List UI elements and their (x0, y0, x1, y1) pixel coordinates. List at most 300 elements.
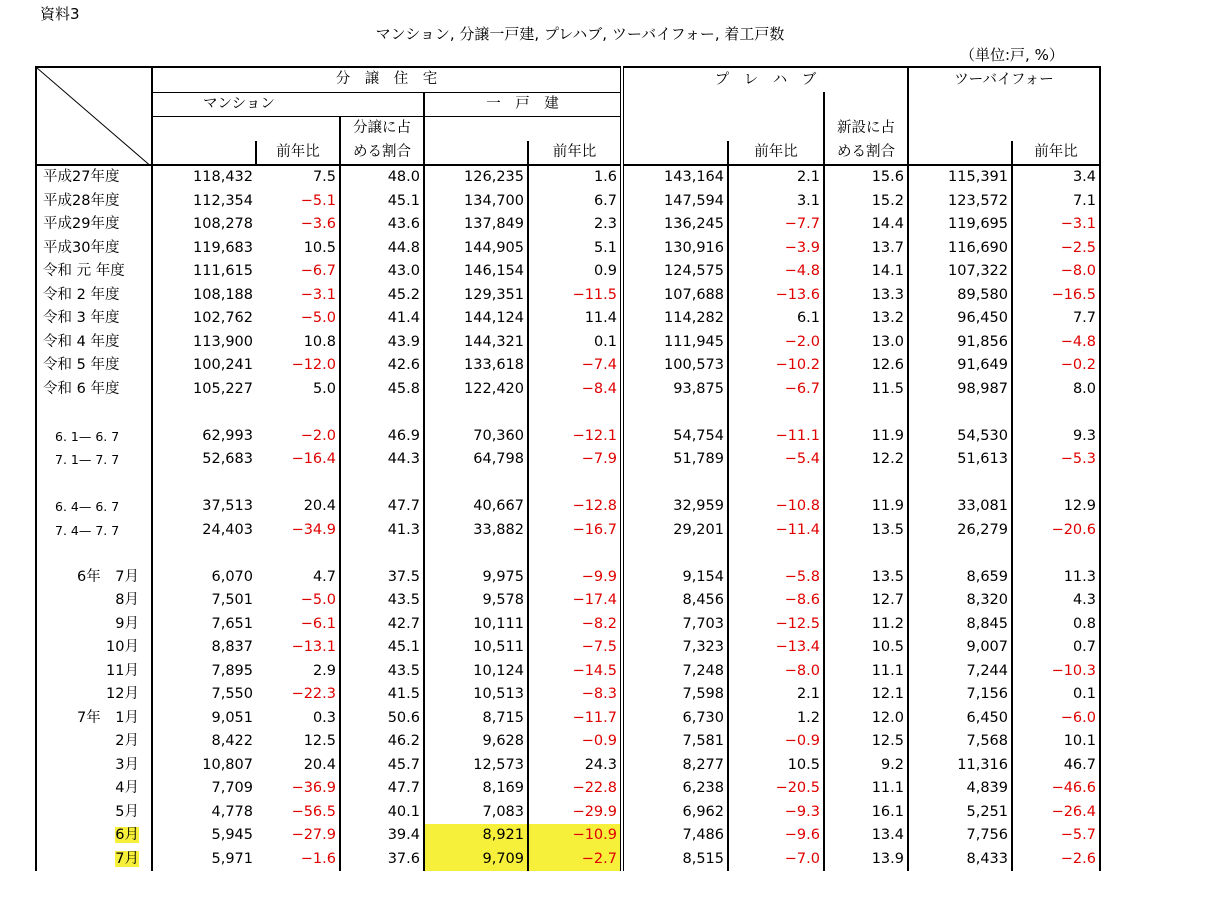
cell-p: 8,515 (622, 848, 728, 872)
cell-ty: −20.6 (1012, 519, 1100, 543)
cell-py: −8.6 (728, 589, 824, 613)
cell-ms: 44.3 (340, 448, 424, 472)
header-twobyfour: ツーバイフォー (908, 67, 1100, 92)
cell-py: 1.2 (728, 707, 824, 731)
cell-t: 33,081 (908, 495, 1012, 519)
cell-py (728, 542, 824, 566)
cell-p: 54,754 (622, 425, 728, 449)
cell-my: 2.9 (312, 662, 336, 679)
cell-my (256, 472, 340, 496)
table-row (36, 636, 1100, 660)
cell-m: 7,709 (152, 777, 256, 801)
cell-py: −4.8 (728, 260, 824, 284)
cell-p: 29,201 (622, 519, 728, 543)
cell-iy: −8.4 (528, 378, 622, 402)
corner-cell (36, 67, 152, 165)
table-row (36, 378, 1100, 402)
header-yoy: 前年比 (728, 141, 824, 166)
cell-t: 89,580 (908, 284, 1012, 308)
cell-iy: −10.9 (528, 824, 622, 848)
cell-ms (340, 401, 424, 425)
cell-ms: 42.7 (340, 613, 424, 637)
cell-my (256, 401, 340, 425)
row-label: 8月 (36, 589, 152, 613)
table-row (36, 448, 1100, 472)
document-label: 資料3 (40, 5, 80, 23)
table-row (36, 354, 1100, 378)
cell-py: −0.9 (728, 730, 824, 754)
cell-iy: −17.4 (528, 589, 622, 613)
cell-p: 7,323 (622, 636, 728, 660)
cell-i: 10,124 (424, 660, 528, 684)
cell-p: 111,945 (622, 331, 728, 355)
cell-iy (528, 401, 622, 425)
cell-m: 105,227 (152, 378, 256, 402)
cell-ty: 4.3 (1012, 589, 1100, 613)
cell-iy: −2.7 (528, 848, 622, 872)
cell-iy: −29.9 (528, 801, 622, 825)
row-label: 3月 (36, 754, 152, 778)
cell-i: 144,321 (424, 331, 528, 355)
row-label: 6年 7月 (36, 566, 152, 590)
cell-ty: −2.6 (1012, 848, 1100, 872)
cell-t (908, 401, 1012, 425)
cell-ty (1012, 472, 1100, 496)
cell-my: −5.0 (300, 310, 336, 327)
cell-t: 98,987 (908, 378, 1012, 402)
cell-iy: −7.9 (528, 448, 622, 472)
row-label: 令和 6 年度 (36, 378, 152, 402)
cell-m: 5,971 (152, 848, 256, 872)
row-label: 4月 (36, 777, 152, 801)
cell-ps: 15.6 (824, 165, 908, 190)
cell-ps: 12.0 (824, 707, 908, 731)
cell-iy: 5.1 (528, 237, 622, 261)
cell-my: −5.1 (300, 192, 336, 209)
cell-ms (340, 472, 424, 496)
cell-ty: 46.7 (1012, 754, 1100, 778)
cell-m: 37,513 (152, 495, 256, 519)
cell-iy: −7.5 (528, 636, 622, 660)
cell-p: 8,277 (622, 754, 728, 778)
cell-ty: 11.3 (1012, 566, 1100, 590)
cell-m: 113,900 (152, 331, 256, 355)
cell-ms: 45.7 (340, 754, 424, 778)
row-label: 令和 4 年度 (36, 331, 152, 355)
row-label (36, 848, 152, 872)
cell-m: 8,422 (152, 730, 256, 754)
cell-ps: 13.4 (824, 824, 908, 848)
cell-iy: −7.4 (528, 354, 622, 378)
header-prefab: プ レ ハ ブ (622, 67, 908, 92)
cell-ty: 0.8 (1012, 613, 1100, 637)
cell-m: 102,762 (152, 307, 256, 331)
table-row (36, 237, 1100, 261)
cell-ps: 11.5 (824, 378, 908, 402)
cell-ps: 13.7 (824, 237, 908, 261)
cell-iy: 6.7 (528, 190, 622, 214)
cell-p: 8,456 (622, 589, 728, 613)
row-label: 6. 4— 6. 7 (36, 495, 152, 519)
cell-ty: 3.4 (1012, 165, 1100, 190)
highlight-mark: 6月 (115, 827, 139, 844)
cell-t: 8,320 (908, 589, 1012, 613)
cell-ms: 40.1 (340, 801, 424, 825)
cell-py: −5.4 (728, 448, 824, 472)
cell-ms: 44.8 (340, 237, 424, 261)
cell-ms: 42.6 (340, 354, 424, 378)
cell-ms: 48.0 (340, 165, 424, 190)
table-row (36, 613, 1100, 637)
cell-ms: 46.9 (340, 425, 424, 449)
cell-my: −16.4 (291, 451, 336, 468)
cell-py: −20.5 (728, 777, 824, 801)
cell-p: 147,594 (622, 190, 728, 214)
cell-p (622, 401, 728, 425)
cell-m: 119,683 (152, 237, 256, 261)
cell-my: 4.7 (312, 568, 336, 585)
spacer-row (36, 401, 1100, 425)
cell-my: 20.4 (303, 498, 336, 515)
cell-p (622, 542, 728, 566)
cell-py: −13.4 (728, 636, 824, 660)
cell-ms: 41.5 (340, 683, 424, 707)
cell-my: −3.1 (300, 286, 336, 303)
cell-py: −7.7 (728, 213, 824, 237)
cell-i: 9,578 (424, 589, 528, 613)
cell-py: −10.2 (728, 354, 824, 378)
cell-iy: −8.3 (528, 683, 622, 707)
cell-t: 91,856 (908, 331, 1012, 355)
cell-t: 9,007 (908, 636, 1012, 660)
table-row (36, 660, 1100, 684)
table-body (36, 165, 1100, 871)
cell-my: −56.5 (291, 803, 336, 820)
cell-ms: 41.3 (340, 519, 424, 543)
cell-p (622, 472, 728, 496)
cell-py: −11.1 (728, 425, 824, 449)
cell-iy (528, 472, 622, 496)
cell-i: 10,513 (424, 683, 528, 707)
cell-p: 7,486 (622, 824, 728, 848)
cell-ps: 11.9 (824, 495, 908, 519)
table-row (36, 165, 1100, 190)
cell-ms: 43.9 (340, 331, 424, 355)
cell-ps: 12.7 (824, 589, 908, 613)
cell-my: −3.6 (300, 216, 336, 233)
cell-i: 12,573 (424, 754, 528, 778)
cell-ps (824, 401, 908, 425)
cell-ps: 12.6 (824, 354, 908, 378)
cell-ms: 39.4 (340, 824, 424, 848)
table-row (36, 331, 1100, 355)
cell-ps (824, 472, 908, 496)
cell-i (424, 401, 528, 425)
cell-ms (340, 542, 424, 566)
cell-ps: 16.1 (824, 801, 908, 825)
cell-i: 133,618 (424, 354, 528, 378)
cell-p: 6,238 (622, 777, 728, 801)
cell-i: 70,360 (424, 425, 528, 449)
cell-my: −6.1 (300, 615, 336, 632)
cell-my: −5.0 (300, 592, 336, 609)
cell-ms: 43.5 (340, 660, 424, 684)
header-yoy: 前年比 (256, 141, 340, 166)
table-row (36, 824, 1100, 848)
diagonal-line (37, 68, 152, 165)
cell-m: 8,837 (152, 636, 256, 660)
cell-ty: 9.3 (1012, 425, 1100, 449)
cell-t: 26,279 (908, 519, 1012, 543)
header-ikkodate: 一 戸 建 (424, 92, 622, 117)
cell-ps: 11.2 (824, 613, 908, 637)
cell-ms: 45.8 (340, 378, 424, 402)
cell-t: 7,244 (908, 660, 1012, 684)
cell-py: −11.4 (728, 519, 824, 543)
cell-my: −1.6 (300, 850, 336, 867)
cell-i: 8,715 (424, 707, 528, 731)
cell-ps: 12.1 (824, 683, 908, 707)
row-label: 7. 1— 7. 7 (36, 448, 152, 472)
cell-ty (1012, 542, 1100, 566)
cell-ps: 14.1 (824, 260, 908, 284)
row-label: 令和 元 年度 (36, 260, 152, 284)
cell-iy: −22.8 (528, 777, 622, 801)
cell-i: 8,921 (424, 824, 528, 848)
cell-i: 10,511 (424, 636, 528, 660)
cell-m: 52,683 (152, 448, 256, 472)
table-row (36, 566, 1100, 590)
cell-m: 100,241 (152, 354, 256, 378)
cell-iy: −11.7 (528, 707, 622, 731)
cell-t: 4,839 (908, 777, 1012, 801)
cell-iy: 1.6 (528, 165, 622, 190)
header-share-bunjo-2: める割合 (340, 141, 424, 166)
cell-ty: −5.3 (1012, 448, 1100, 472)
cell-ty: −4.8 (1012, 331, 1100, 355)
cell-i: 137,849 (424, 213, 528, 237)
row-label (36, 824, 152, 848)
cell-ms: 43.6 (340, 213, 424, 237)
cell-my: −2.0 (300, 427, 336, 444)
cell-py: 2.1 (728, 165, 824, 190)
cell-t: 7,756 (908, 824, 1012, 848)
cell-ps: 13.0 (824, 331, 908, 355)
row-label: 令和 5 年度 (36, 354, 152, 378)
cell-my: −34.9 (291, 521, 336, 538)
table-row (36, 425, 1100, 449)
cell-t: 115,391 (908, 165, 1012, 190)
cell-iy: −12.8 (528, 495, 622, 519)
cell-i: 134,700 (424, 190, 528, 214)
cell-m: 7,550 (152, 683, 256, 707)
table-row (36, 213, 1100, 237)
cell-i: 40,667 (424, 495, 528, 519)
cell-t: 51,613 (908, 448, 1012, 472)
cell-m: 9,051 (152, 707, 256, 731)
row-label: 平成27年度 (36, 165, 152, 190)
cell-ps: 12.2 (824, 448, 908, 472)
row-label: 6. 1— 6. 7 (36, 425, 152, 449)
cell-p: 100,573 (622, 354, 728, 378)
cell-i: 10,111 (424, 613, 528, 637)
cell-ps: 11.9 (824, 425, 908, 449)
cell-py: 10.5 (728, 754, 824, 778)
cell-i: 122,420 (424, 378, 528, 402)
cell-ps: 10.5 (824, 636, 908, 660)
cell-my: −12.0 (291, 357, 336, 374)
cell-p: 143,164 (622, 165, 728, 190)
cell-ms: 37.6 (340, 848, 424, 872)
table-row (36, 495, 1100, 519)
cell-ms: 50.6 (340, 707, 424, 731)
cell-t (908, 542, 1012, 566)
cell-my: 5.0 (312, 380, 336, 397)
header-yoy: 前年比 (528, 141, 622, 166)
cell-ps (824, 542, 908, 566)
cell-p: 7,703 (622, 613, 728, 637)
cell-i: 9,709 (424, 848, 528, 872)
table-row (36, 754, 1100, 778)
cell-p: 6,730 (622, 707, 728, 731)
cell-t: 5,251 (908, 801, 1012, 825)
cell-m: 112,354 (152, 190, 256, 214)
table-row (36, 683, 1100, 707)
cell-py: −2.0 (728, 331, 824, 355)
cell-i: 129,351 (424, 284, 528, 308)
row-label: 令和 2 年度 (36, 284, 152, 308)
cell-iy: −12.1 (528, 425, 622, 449)
cell-py: 3.1 (728, 190, 824, 214)
cell-py: −12.5 (728, 613, 824, 637)
table-row (36, 777, 1100, 801)
cell-py: −6.7 (728, 378, 824, 402)
cell-ty: 8.0 (1012, 378, 1100, 402)
cell-t: 96,450 (908, 307, 1012, 331)
cell-t: 116,690 (908, 237, 1012, 261)
highlight-mark: 7月 (115, 850, 139, 867)
cell-i: 144,124 (424, 307, 528, 331)
cell-ms: 45.2 (340, 284, 424, 308)
cell-ps: 15.2 (824, 190, 908, 214)
cell-iy: 24.3 (528, 754, 622, 778)
cell-p: 7,581 (622, 730, 728, 754)
cell-m: 6,070 (152, 566, 256, 590)
cell-ty: −3.1 (1012, 213, 1100, 237)
cell-i (424, 542, 528, 566)
cell-my (256, 542, 340, 566)
cell-iy: −9.9 (528, 566, 622, 590)
unit-note: （単位:戸, %） (960, 46, 1064, 64)
cell-t (908, 472, 1012, 496)
cell-m (152, 401, 256, 425)
row-label: 平成30年度 (36, 237, 152, 261)
cell-p: 7,598 (622, 683, 728, 707)
cell-i: 64,798 (424, 448, 528, 472)
cell-ps: 9.2 (824, 754, 908, 778)
cell-m: 10,807 (152, 754, 256, 778)
cell-t: 8,433 (908, 848, 1012, 872)
row-label: 7. 4— 7. 7 (36, 519, 152, 543)
row-label: 7年 1月 (36, 707, 152, 731)
cell-p: 7,248 (622, 660, 728, 684)
cell-py: −5.8 (728, 566, 824, 590)
cell-m: 7,895 (152, 660, 256, 684)
cell-ms: 46.2 (340, 730, 424, 754)
cell-p: 130,916 (622, 237, 728, 261)
cell-ps: 14.4 (824, 213, 908, 237)
row-label: 令和 3 年度 (36, 307, 152, 331)
cell-ty: −0.2 (1012, 354, 1100, 378)
cell-p: 136,245 (622, 213, 728, 237)
cell-m (152, 542, 256, 566)
cell-p: 6,962 (622, 801, 728, 825)
cell-m: 4,778 (152, 801, 256, 825)
cell-t: 6,450 (908, 707, 1012, 731)
cell-ty: −8.0 (1012, 260, 1100, 284)
cell-t: 119,695 (908, 213, 1012, 237)
cell-ps: 11.1 (824, 777, 908, 801)
cell-i: 8,169 (424, 777, 528, 801)
cell-ms: 43.5 (340, 589, 424, 613)
cell-t: 7,156 (908, 683, 1012, 707)
cell-t: 7,568 (908, 730, 1012, 754)
spacer-row (36, 472, 1100, 496)
table-row (36, 707, 1100, 731)
cell-m: 24,403 (152, 519, 256, 543)
row-label: 平成29年度 (36, 213, 152, 237)
cell-my: −27.9 (291, 827, 336, 844)
cell-m: 5,945 (152, 824, 256, 848)
cell-ty: 0.7 (1012, 636, 1100, 660)
cell-iy: 11.4 (528, 307, 622, 331)
row-label: 9月 (36, 613, 152, 637)
table-row (36, 519, 1100, 543)
row-label (36, 401, 152, 425)
cell-py: −13.6 (728, 284, 824, 308)
cell-t: 8,845 (908, 613, 1012, 637)
row-label: 11月 (36, 660, 152, 684)
cell-ms: 41.4 (340, 307, 424, 331)
cell-ty: 7.1 (1012, 190, 1100, 214)
cell-ps: 13.3 (824, 284, 908, 308)
page-title: マンション, 分譲一戸建, プレハブ, ツーバイフォー, 着工戸数 (375, 25, 785, 43)
row-label: 平成28年度 (36, 190, 152, 214)
cell-iy: 0.9 (528, 260, 622, 284)
cell-m (152, 472, 256, 496)
cell-iy (528, 542, 622, 566)
cell-t: 54,530 (908, 425, 1012, 449)
cell-iy: −11.5 (528, 284, 622, 308)
cell-p: 114,282 (622, 307, 728, 331)
cell-i: 9,975 (424, 566, 528, 590)
cell-p: 124,575 (622, 260, 728, 284)
cell-p: 107,688 (622, 284, 728, 308)
cell-py: −7.0 (728, 848, 824, 872)
cell-my: −36.9 (291, 780, 336, 797)
cell-ps: 13.5 (824, 519, 908, 543)
cell-ty: −6.0 (1012, 707, 1100, 731)
row-label: 2月 (36, 730, 152, 754)
cell-ty: −26.4 (1012, 801, 1100, 825)
cell-ty: −2.5 (1012, 237, 1100, 261)
cell-my: 12.5 (303, 733, 336, 750)
header-share-new-1: 新設に占 (824, 117, 908, 141)
cell-i: 144,905 (424, 237, 528, 261)
cell-my: 10.8 (303, 333, 336, 350)
cell-py: −3.9 (728, 237, 824, 261)
cell-py (728, 472, 824, 496)
